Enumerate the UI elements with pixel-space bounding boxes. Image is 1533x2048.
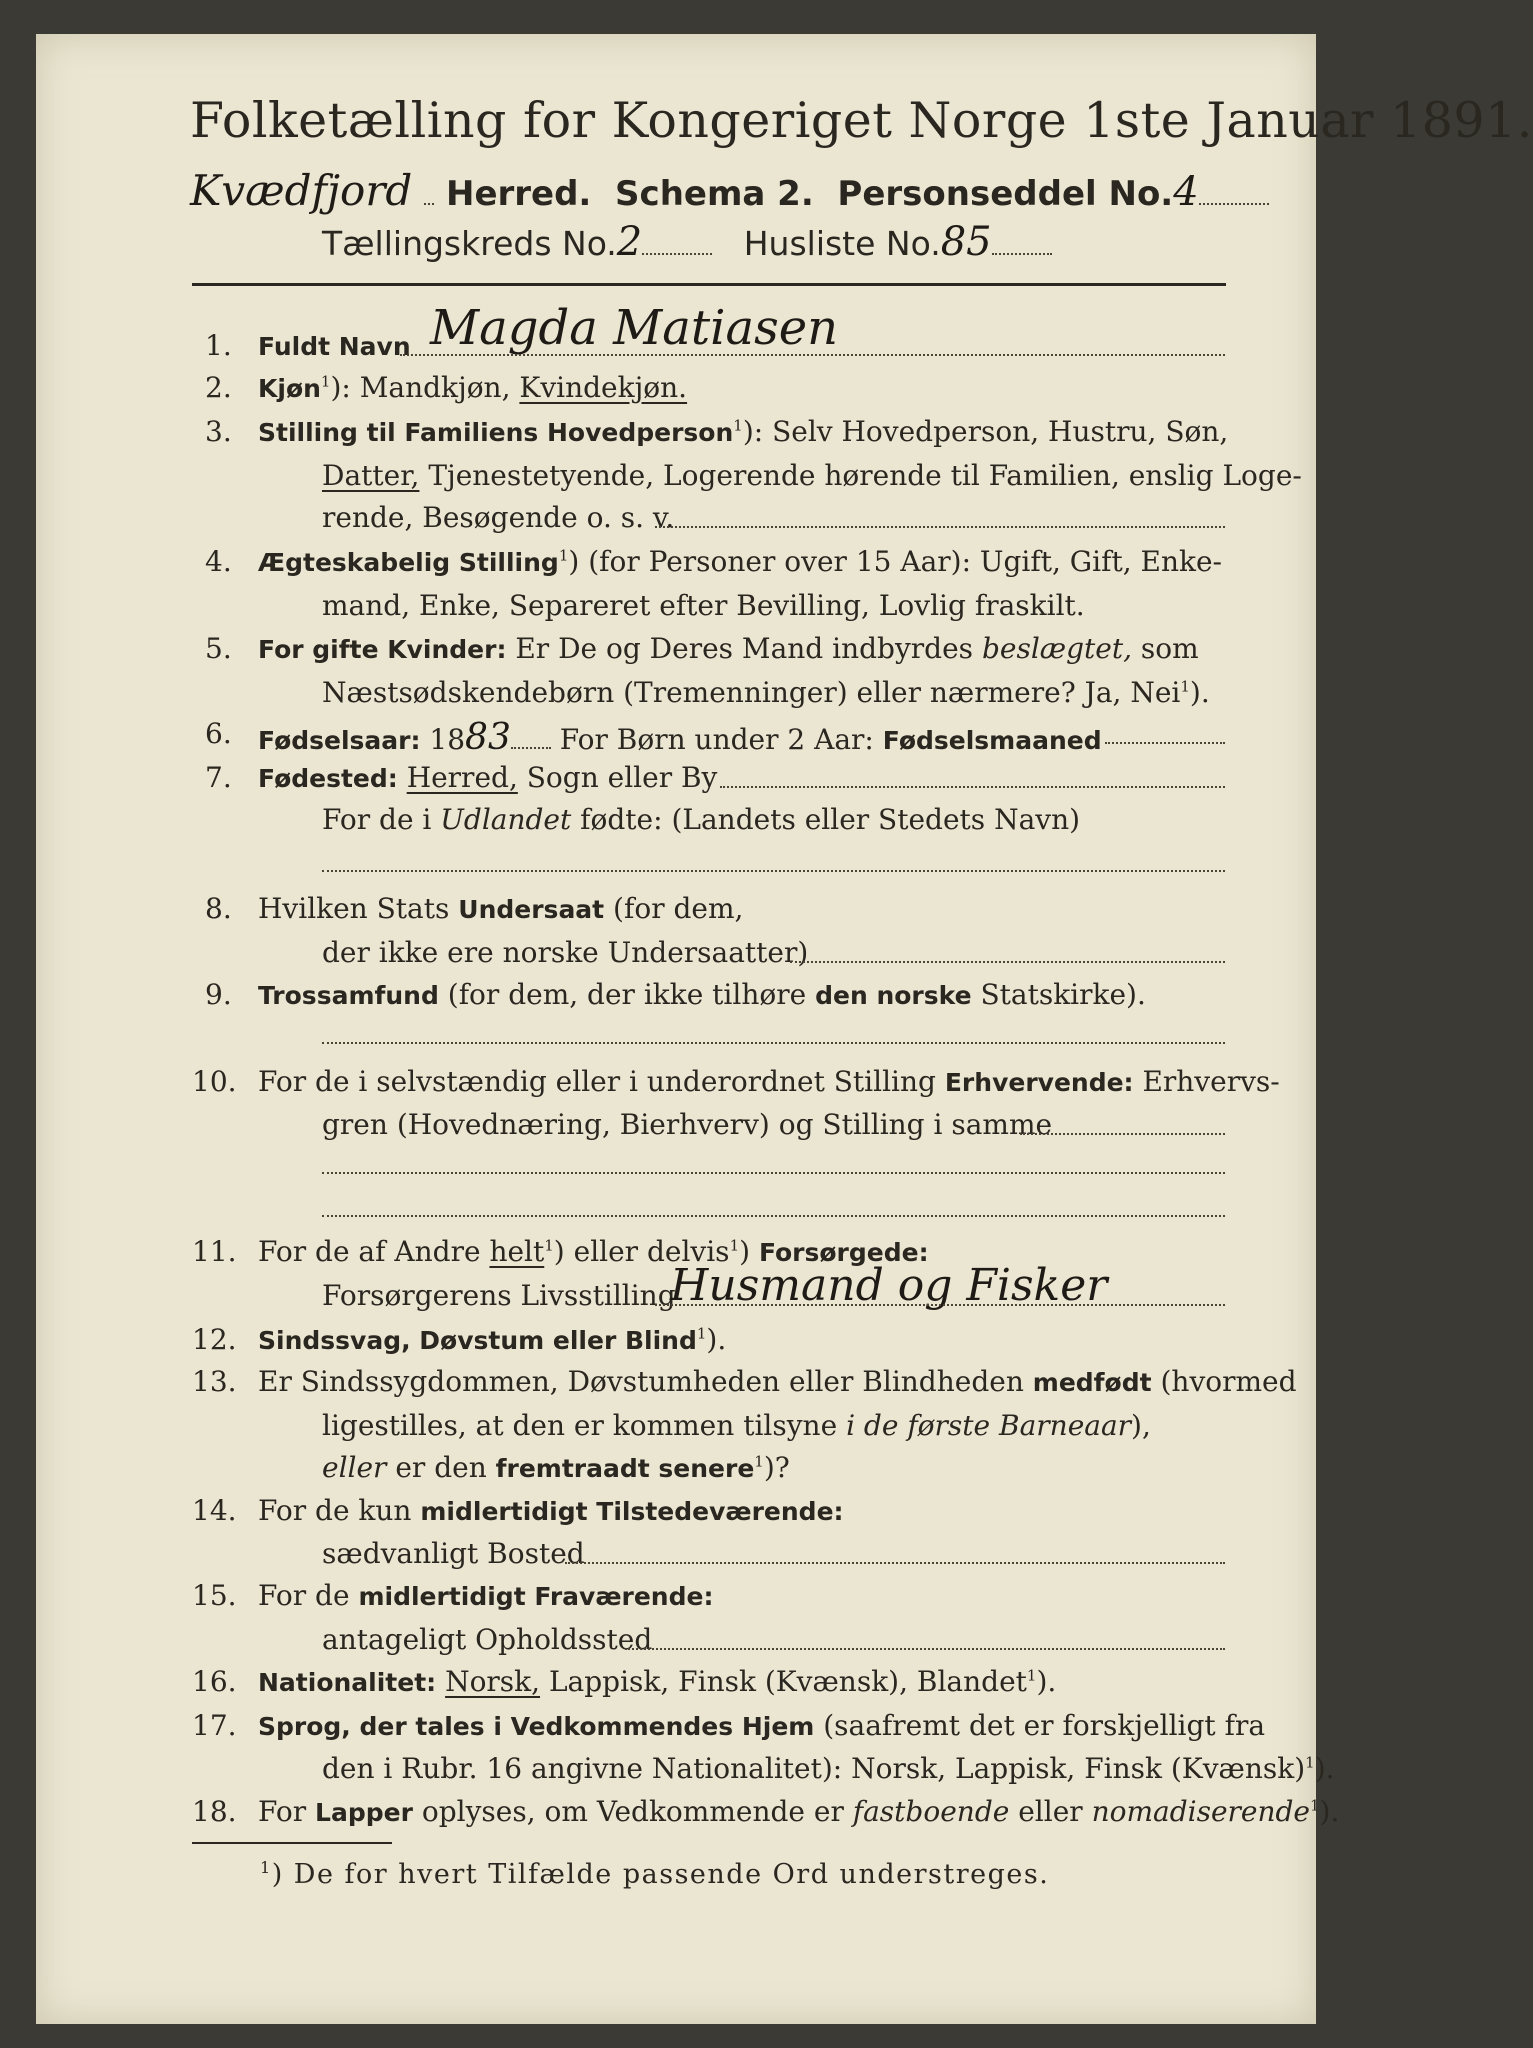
q3-label: Stilling til Familiens Hovedperson: [258, 418, 734, 447]
q14-line: For de kun midlertidigt Tilstedeværende:: [258, 1494, 844, 1527]
q8-line: Hvilken Stats Undersaat (for dem,: [258, 892, 744, 925]
item-number: 1.: [205, 329, 232, 362]
q17-line: Sprog, der tales i Vedkommendes Hjem (saafremt det er forskjelligt fra: [258, 1709, 1266, 1742]
q14-label: midlertidigt Tilstedeværende:: [420, 1497, 844, 1526]
q2-line: Kjøn$^1$): Mandkjøn, Kvindekjøn.: [258, 371, 688, 404]
item-number: 2.: [205, 371, 232, 404]
item-number: 5.: [205, 632, 232, 665]
q16-line: Nationalitet: Norsk, Lappisk, Finsk (Kvænsk), Blandet$^1$).: [258, 1665, 1057, 1698]
item-number: 13.: [192, 1365, 237, 1398]
item-number: 7.: [205, 761, 232, 794]
q12-line: Sindssvag, Døvstum eller Blind$^1$).: [258, 1323, 727, 1356]
q7-line: Fødested: Herred, Sogn eller By: [258, 761, 718, 794]
q9-label: Trossamfund: [258, 981, 439, 1010]
item-number: 12.: [192, 1323, 237, 1356]
q7-selected: Herred,: [406, 761, 518, 794]
q17-label: Sprog, der tales i Vedkommendes Hjem: [258, 1712, 815, 1741]
q6-line: Fødselsaar: 1883 For Børn under 2 Aar: Fødselsmaaned: [258, 717, 1102, 758]
q5-label: For gifte Kvinder:: [258, 635, 507, 664]
q10-label: Erhvervende:: [944, 1068, 1134, 1097]
herred-name: Kvædfjord: [190, 166, 413, 215]
q6-label: Fødselsaar:: [258, 726, 421, 755]
header-row: [190, 166, 1269, 215]
q11-label: Forsørgede:: [758, 1238, 929, 1267]
item-number: 14.: [192, 1494, 237, 1527]
q4-label: Ægteskabelig Stilling: [258, 548, 559, 577]
q16-label: Nationalitet:: [258, 1668, 437, 1697]
q2-selected: Kvindekjøn.: [519, 371, 688, 404]
item-number: 8.: [205, 892, 232, 925]
kreds-no: 2: [616, 219, 643, 265]
item-number: 18.: [192, 1795, 237, 1828]
item-number: 4.: [205, 545, 232, 578]
q4-line: Ægteskabelig Stilling$^1$) (for Personer over 15 Aar): Ugift, Gift, Enke-: [258, 545, 1222, 578]
q13-line: Er Sindssygdommen, Døvstumheden eller Blindheden medfødt (hvormed: [258, 1365, 1297, 1398]
q18-label: Lapper: [315, 1798, 413, 1827]
footnote: $^1$) De for hvert Tilfælde passende Ord understreges.: [260, 1858, 1050, 1890]
header-rule: [192, 283, 1226, 286]
husliste-label: Husliste No.: [743, 224, 941, 263]
q7-label: Fødested:: [258, 764, 398, 793]
q3-selected: Datter,: [322, 459, 420, 492]
q6-answer: 83: [465, 717, 511, 758]
personseddel-label: Personseddel No.: [837, 174, 1174, 214]
item-number: 15.: [192, 1579, 237, 1612]
q12-label: Sindssvag, Døvstum eller Blind: [258, 1326, 697, 1355]
q1-line: [258, 332, 411, 360]
q2-label: Kjøn: [258, 374, 321, 403]
q15-label: midlertidigt Fraværende:: [358, 1582, 714, 1611]
schema-label: Schema 2.: [615, 174, 814, 214]
kreds-label: Tællingskreds No.: [322, 224, 617, 263]
q11-answer: Husmand og Fisker: [670, 1260, 1108, 1311]
q3-line: Stilling til Familiens Hovedperson$^1$): Selv Hovedperson, Hustru, Søn,: [258, 415, 1229, 448]
q11-selected: helt: [489, 1235, 545, 1268]
q11-line: For de af Andre helt$^1$) eller delvis$^1$) Forsørgede:: [258, 1235, 929, 1268]
q18-line: For Lapper oplyses, om Vedkommende er fastboende eller nomadiserende$^1$).: [258, 1795, 1340, 1828]
form-title: Folketælling for Kongeriget Norge 1ste Januar 1891.: [190, 92, 1533, 149]
personseddel-no: 4: [1173, 169, 1199, 215]
q1-answer: Magda Matiasen: [430, 300, 839, 356]
q5-line: For gifte Kvinder: Er De og Deres Mand indbyrdes beslægtet, som: [258, 632, 1199, 665]
q16-selected: Norsk,: [445, 1665, 541, 1698]
husliste-no: 85: [940, 219, 992, 265]
item-number: 16.: [192, 1665, 237, 1698]
q13-label: medfødt: [1032, 1368, 1152, 1397]
q1-label: Fuldt Navn: [258, 332, 411, 361]
item-number: 10.: [192, 1065, 237, 1098]
item-number: 9.: [205, 978, 232, 1011]
q15-line: For de midlertidigt Fraværende:: [258, 1579, 714, 1612]
q10-line: For de i selvstændig eller i underordnet Stilling Erhvervende: Erhvervs-: [258, 1065, 1280, 1098]
item-number: 3.: [205, 415, 232, 448]
kreds-row: [322, 219, 1052, 265]
q9-line: Trossamfund (for dem, der ikke tilhøre den norske Statskirke).: [258, 978, 1146, 1011]
item-number: 11.: [192, 1235, 237, 1268]
herred-label: Herred.: [445, 174, 592, 214]
footnote-rule: [192, 1842, 392, 1844]
item-number: 6.: [205, 717, 232, 750]
item-number: 17.: [192, 1709, 237, 1742]
